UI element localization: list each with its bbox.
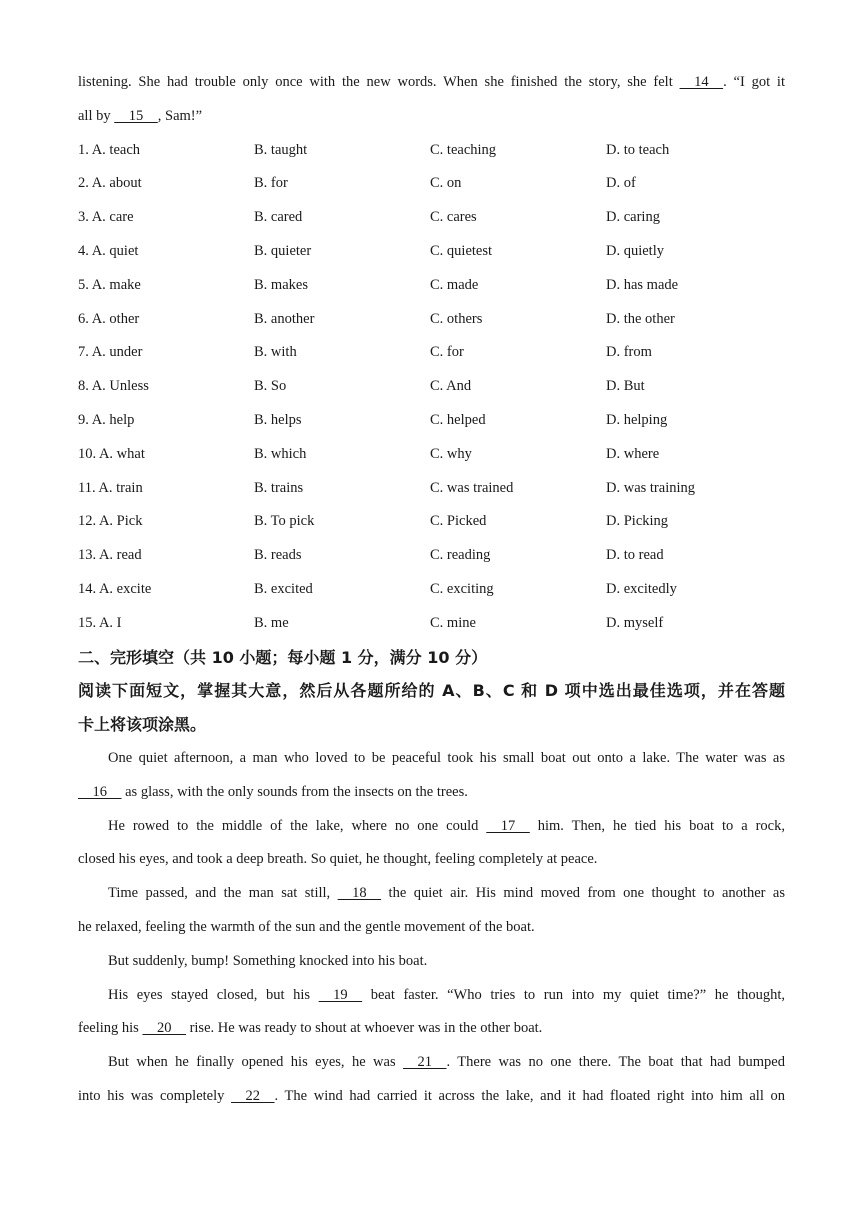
passage2-line: closed his eyes, and took a deep breath. So quiet, he thought, feeling completely at peace. (78, 851, 598, 868)
text-run: . The wind had carried it across the lake, and it had floated right into him all on (274, 1087, 786, 1104)
question-row (78, 370, 785, 404)
option-b: B. trains (254, 479, 304, 496)
option-b: B. excited (254, 580, 313, 597)
option-a: 4. A. quiet (78, 242, 139, 259)
option-d: D. was training (606, 479, 695, 496)
instructions-line: 卡上将该项涂黑。 (78, 715, 207, 735)
text-run: the quiet air. His mind moved from one thought to another as (381, 885, 785, 902)
option-c: C. was trained (430, 479, 514, 496)
question-row (78, 472, 785, 506)
passage2-line: But suddenly, bump! Something knocked into his boat. (108, 952, 428, 969)
question-row (78, 134, 785, 168)
option-b: B. me (254, 614, 289, 631)
option-d: D. caring (606, 209, 660, 226)
passage2-line (78, 1012, 785, 1046)
option-c: C. teaching (430, 141, 497, 158)
instructions-line: 阅读下面短文，掌握其大意，然后从各题所给的 A、B、C 和 D 项中选出最佳选项，并在答题 (78, 681, 785, 701)
option-d: D. the other (606, 310, 675, 327)
option-c: C. for (430, 344, 464, 361)
blank-22: 22 (231, 1087, 275, 1104)
option-b: B. So (254, 378, 287, 395)
option-c: C. cares (430, 209, 477, 226)
question-row (78, 235, 785, 269)
question-row (78, 201, 785, 235)
passage2-line (78, 1046, 785, 1080)
passage2-line: he relaxed, feeling the warmth of the sun and the gentle movement of the boat. (78, 918, 535, 935)
blank-18: 18 (337, 885, 382, 902)
option-a: 2. A. about (78, 175, 142, 192)
text-run: His eyes stayed closed, but his (108, 986, 319, 1003)
question-row (78, 303, 785, 337)
text-run: into his was completely (78, 1087, 232, 1104)
passage1-line (78, 100, 785, 134)
option-b: B. another (254, 310, 315, 327)
option-a: 9. A. help (78, 411, 135, 428)
text-run: . “I got it (723, 74, 785, 90)
passage2-line (78, 979, 785, 1013)
option-a: 7. A. under (78, 344, 143, 361)
option-a: 8. A. Unless (78, 378, 149, 395)
option-d: D. from (606, 344, 652, 361)
question-row (78, 438, 785, 472)
passage2-line (78, 776, 785, 810)
section-title: 二、完形填空（共 10 小题；每小题 1 分，满分 10 分） (78, 647, 488, 667)
option-a: 5. A. make (78, 276, 141, 293)
text-run: He rowed to the middle of the lake, where no one could (108, 817, 487, 834)
text-run: him. Then, he tied his boat to a rock, (529, 817, 785, 834)
option-c: C. others (430, 310, 483, 327)
option-c: C. on (430, 175, 462, 192)
option-b: B. helps (254, 411, 302, 428)
option-d: D. to teach (606, 141, 670, 158)
option-c: C. made (430, 276, 479, 293)
option-d: D. of (606, 175, 636, 192)
option-a: 11. A. train (78, 479, 143, 496)
option-a: 15. A. I (78, 614, 122, 631)
blank-17: 17 (486, 817, 530, 834)
option-a: 3. A. care (78, 209, 134, 226)
option-d: D. helping (606, 411, 668, 428)
option-c: C. quietest (430, 242, 493, 259)
text-run: beat faster. “Who tries to run into my quiet time?” he thought, (362, 986, 785, 1003)
option-b: B. quieter (254, 242, 312, 259)
text-run: . There was no one there. The boat that had bumped (446, 1054, 785, 1071)
text-run: feeling his (78, 1020, 143, 1037)
option-d: D. excitedly (606, 580, 677, 597)
passage2-line (78, 810, 785, 844)
option-b: B. cared (254, 209, 303, 226)
blank-14: 14 (679, 74, 724, 90)
option-b: B. which (254, 445, 307, 462)
option-d: D. But (606, 378, 645, 395)
text-run: listening. She had trouble only once with the new words. When she finished the story, she felt (78, 74, 680, 90)
option-b: B. taught (254, 141, 308, 158)
question-row (78, 404, 785, 438)
option-d: D. quietly (606, 242, 664, 259)
text-run: , Sam!” (157, 107, 203, 124)
option-a: 14. A. excite (78, 580, 152, 597)
question-list (78, 134, 785, 641)
option-d: D. Picking (606, 513, 669, 530)
option-c: C. exciting (430, 580, 494, 597)
text-run: But when he finally opened his eyes, he was (108, 1054, 403, 1071)
blank-21: 21 (403, 1054, 447, 1071)
passage1-line (78, 66, 785, 100)
question-row (78, 505, 785, 539)
option-c: C. Picked (430, 513, 487, 530)
option-a: 1. A. teach (78, 141, 141, 158)
option-c: C. mine (430, 614, 476, 631)
option-c: C. why (430, 445, 472, 462)
text-run: rise. He was ready to shout at whoever was in the other boat. (185, 1020, 543, 1037)
option-a: 10. A. what (78, 445, 145, 462)
text-run: all by (78, 107, 115, 124)
option-b: B. makes (254, 276, 308, 293)
passage2-line (78, 877, 785, 911)
question-row (78, 336, 785, 370)
question-row (78, 539, 785, 573)
passage2-line: One quiet afternoon, a man who loved to be peaceful took his small boat out onto a lake. The water was as (108, 749, 785, 766)
question-row (78, 573, 785, 607)
option-c: C. helped (430, 411, 486, 428)
option-a: 13. A. read (78, 547, 142, 564)
blank-20: 20 (142, 1020, 186, 1037)
option-b: B. for (254, 175, 288, 192)
option-b: B. with (254, 344, 297, 361)
option-c: C. reading (430, 547, 491, 564)
blank-15: 15 (114, 107, 158, 124)
blank-19: 19 (318, 986, 363, 1003)
option-a: 6. A. other (78, 310, 140, 327)
question-row (78, 607, 785, 641)
text-run: as glass, with the only sounds from the insects on the trees. (121, 783, 468, 800)
option-b: B. reads (254, 547, 302, 564)
question-row (78, 269, 785, 303)
option-d: D. where (606, 445, 660, 462)
option-b: B. To pick (254, 513, 315, 530)
option-c: C. And (430, 378, 472, 395)
text-run: Time passed, and the man sat still, (108, 885, 338, 902)
exam-page (78, 66, 785, 1114)
blank-16: 16 (78, 783, 122, 800)
passage2-line (78, 1080, 785, 1114)
question-row (78, 167, 785, 201)
option-d: D. myself (606, 614, 664, 631)
option-d: D. has made (606, 276, 679, 293)
option-d: D. to read (606, 547, 664, 564)
option-a: 12. A. Pick (78, 513, 143, 530)
